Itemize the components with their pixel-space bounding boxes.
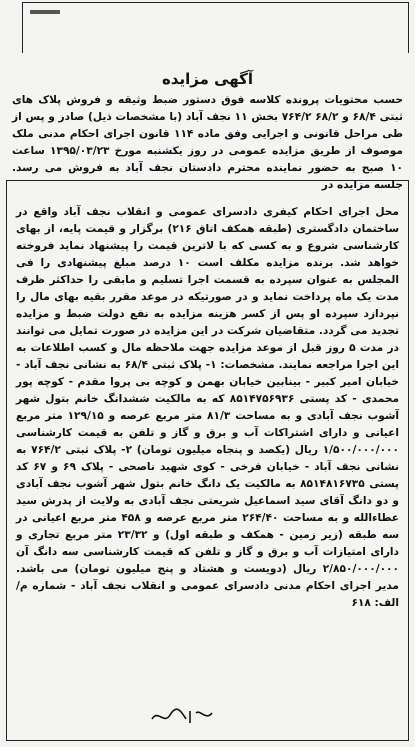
notice-paragraph-details: محل اجرای احکام کیفری دادسرای عمومی و انقلاب نجف آباد واقع در ساختمان دادگستری (طبقه همکف اتاق ۲۱۶) برگزار و قیمت پایه، از بهای کارشناسی شروع و به کسی که با لاترین قیمت را پیشنهاد نماید فروخته خواهد شد. برنده مزایده مکلف است ۱۰ درصد مبلغ پیشنهادی را فی المجلس به عنوان سپرده به قسمت اجرا تسلیم و مابقی را حداکثر ظرف مدت یک ماه پرداخت نماید و در صورتیکه در موعد مقرر بقیه بهای مال را نپردازد سپرده او پس از کسر هزینه مزایده به نفع دولت ضبط و مزایده تجدید می گردد. متقاضیان شرکت در این مزایده در صورت تمایل می توانند در مدت ۵ روز قبل از موعد مزایده جهت ملاحظه مال و کسب اطلاعات به این اجرا مراجعه نمایند. مشخصات: ۱- پلاک ثبتی ۶۸/۴ به نشانی نجف آباد - خیابان امیر کبیر - بینابین خیابان بهمن و کوچه بی پروا مقدم - کوچه پور محمدی - کد پستی ۸۵۱۴۷۵۶۹۳۶ که به مالکیت ششدانگ خانم بتول شهر آشوب نجف آبادی و به مساحت ۸۱/۳ متر مربع عرصه و ۱۲۹/۱۵ متر مربع اعیانی و دارای اشتراکات آب و برق و گاز و تلفن به قیمت کارشناسی ۱/۵۰۰/۰۰۰/۰۰۰ ریال (یکصد و پنجاه میلیون تومان) ۲- پلاک ثبتی ۷۶۴/۲ به نشانی نجف آباد - خیابان فرخی - کوی شهید ناصحی - پلاک ۶۹ و ۶۷ کد پستی ۸۵۱۴۸۱۶۷۳۵ به مالکیت یک دانگ خانم بتول شهر آشوب نجف آبادی و دو دانگ آقای سید اسماعیل شریعتی نجف آبادی به ولایت از پدرش سید عطاءالله و به مساحت ۲۶۴/۴۰ متر مربع عرصه و ۴۵۸ متر مربع اعیانی در سه طبقه (زیر زمین - همکف و طبقه اول) و ۲۳/۳۲ متر مربع تجاری و دارای امتیازات آب و برق و گاز و تلفن که قیمت کارشناسی سه دانگ آن ۲/۸۵۰/۰۰۰/۰۰۰ ریال (دویست و هشتاد و پنج میلیون تومان) می باشد. مدیر اجرای احکام مدنی دادسرای عمومی و انقلاب نجف آباد - شماره م/الف: ۶۱۸ bbox=[16, 206, 400, 609]
handwritten-signature bbox=[150, 705, 220, 727]
frame-top-border bbox=[22, 2, 409, 53]
notice-paragraph-intro: حسب محتویات پرونده کلاسه فوق دستور ضبط وثیقه و فروش پلاک های ثبتی ۶۸/۴ و ۶۸/۲ ۷۶۴/۲ بخش ۱۱ نجف آباد (با مشخصات ذیل) صادر و پس از طی مراحل قانونی و اجرایی وفق ماده ۱۱۴ قانون اجرای احکام مدنی ملک موصوف از طریق مزایده عمومی در روز یکشنبه مورخ ۱۳۹۵/۰۳/۲۳ ساعت ۱۰ صبح به حضور نماینده محترم دادستان نجف آباد به فروش می رسد. جلسه مزایده در bbox=[12, 94, 403, 191]
notice-title: آگهی مزایده bbox=[161, 70, 254, 88]
scan-mark bbox=[30, 10, 60, 14]
